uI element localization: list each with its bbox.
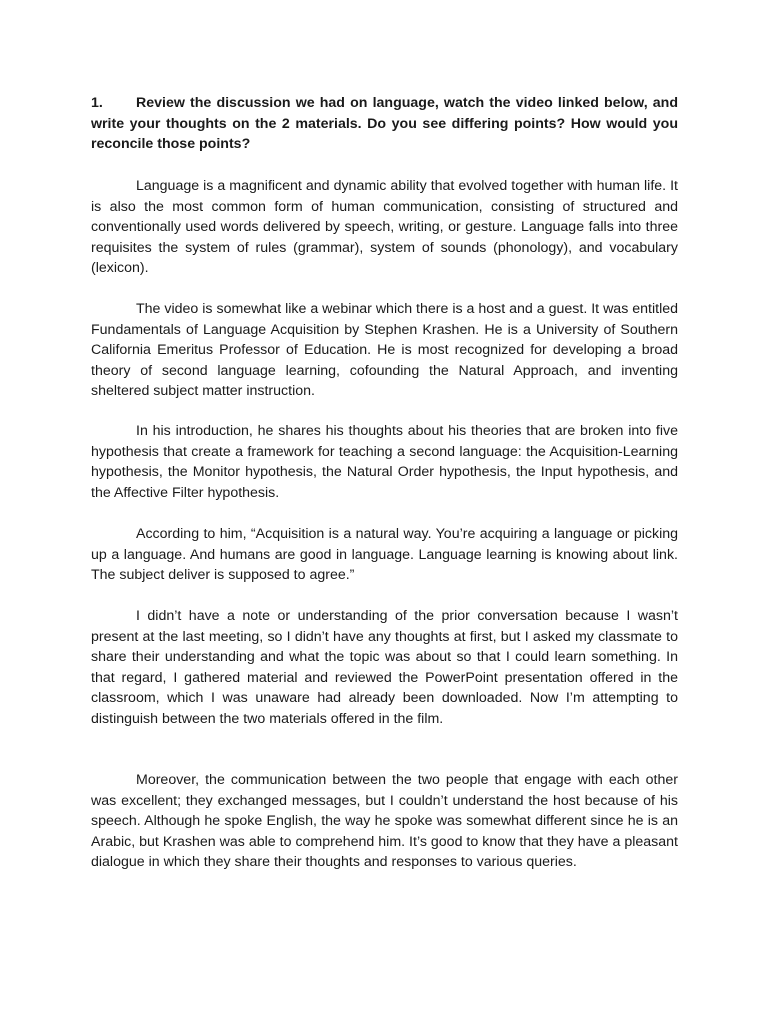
paragraph-video-description: The video is somewhat like a webinar which there is a host and a guest. It was entitled Fundamentals of Language Acquisition by Stephen Krashen. He is a University of Southern California Emeritus Professor of Education. He is most recognized for developing a broad theory of second language learning, cofounding the Natural Approach, and inventing sheltered subject matter instruction. [91,301,678,400]
paragraph-five-hypotheses: In his introduction, he shares his thoughts about his theories that are broken into five hypothesis that create a framework for teaching a second language: the Acquisition-Learning hypothesis, the Monitor hypothesis, the Natural Order hypothesis, the Input hypothesis, and the Affective Filter hypothesis. [91,423,678,501]
paragraph-quote: According to him, “Acquisition is a natural way. You’re acquiring a language or picking up a language. And humans are good in language. Language learning is knowing about link. The subject deliver is supposed to agree.” [91,526,678,584]
paragraph-communication: Moreover, the communication between the two people that engage with each other was excellent; they exchanged messages, but I couldn’t understand the host because of his speech. Although he spoke English, the way he spoke was somewhat different since he is an Arabic, but Krashen was able to comprehend him. It’s good to know that they have a pleasant dialogue in which they share their thoughts and responses to various queries. [91,772,678,871]
paragraph-language-definition: Language is a magnificent and dynamic ability that evolved together with human life. It is also the most common form of human communication, consisting of structured and conventionally used words delivered by speech, writing, or gesture. Language falls into three requisites the system of rules (grammar), system of sounds (phonology), and vocabulary (lexicon). [91,178,678,277]
question-text: Review the discussion we had on language, watch the video linked below, and write your thoughts on the 2 materials. Do you see differing points? How would you reconcile those points? [91,95,678,152]
question-number: 1. [91,95,103,111]
paragraph-prior-conversation: I didn’t have a note or understanding of the prior conversation because I wasn’t present at the last meeting, so I didn’t have any thoughts at first, but I asked my classmate to share their understanding and what the topic was about so that I could learn something. In that regard, I gathered material and reviewed the PowerPoint presentation offered in the classroom, which I was unaware had already been downloaded. Now I’m attempting to distinguish between the two materials offered in the film. [91,608,678,727]
question-heading [91,93,678,155]
